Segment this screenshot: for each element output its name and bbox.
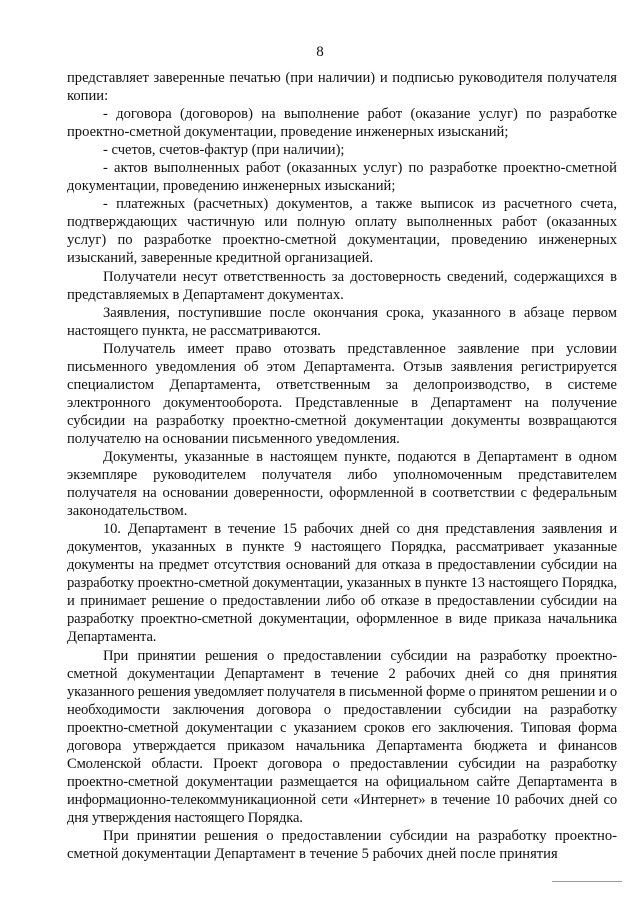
list-item-contracts: - договора (договоров) на выполнение работ (оказание услуг) по разработке проектно-сметной документации, проведение инженерных изысканий; [67, 106, 617, 141]
page-number: 8 [316, 44, 324, 60]
paragraph-copies-intro: представляет заверенные печатью (при наличии) и подписью руководителя получателя копии: [67, 70, 617, 105]
paragraph-responsibility: Получатели несут ответственность за достоверность сведений, содержащихся в представляемых в Департамент документах. [67, 268, 617, 303]
paragraph-submission: Документы, указанные в настоящем пункте, подаются в Департамент в одном экземпляре руководителем получателя либо уполномоченным представителем получателя на основании доверенности, оформленной в соответствии с федеральным законодательством. [67, 448, 617, 520]
paragraph-decision-notice: При принятии решения о предоставлении субсидии на разработку проектно-сметной документации Департамент в течение 2 рабочих дней со дня принятия указанного решения уведомляет получателя в письменной форме о принятом решении и о необходимости заключения договора о предоставлении субсидии на разработку проектно-сметной документации с указанием сроков его заключения. Типовая форма договора утверждается приказом начальника Департамента бюджета и финансов Смоленской области. Проект договора о предоставлении субсидии на разработку проектно-сметной документации размещается на официальном сайте Департамента в информационно-телекоммуникационной сети «Интернет» в течение 10 рабочих дней со дня утверждения настоящего Порядка. [67, 647, 617, 826]
scan-artifact-line [552, 881, 622, 882]
paragraph-withdrawal: Получатель имеет право отозвать представленное заявление при условии письменного уведомления об этом Департамента. Отзыв заявления регистрируется специалистом Департамента, ответственным за делопроизводство, в системе электронного документооборота. Представленные в Департамент на получение субсидии на разработку проектно-сметной документации документы возвращаются получателю на основании письменного уведомления. [67, 340, 617, 447]
paragraph-decision-continued: При принятии решения о предоставлении субсидии на разработку проектно-сметной документации Департамент в течение 5 рабочих дней после принятия [67, 827, 617, 863]
list-item-invoices: - счетов, счетов-фактур (при наличии); [103, 142, 345, 159]
paragraph-late-applications: Заявления, поступившие после окончания срока, указанного в абзаце первом настоящего пункта, не рассматриваются. [67, 304, 617, 339]
list-item-acts: - актов выполненных работ (оказанных услуг) по разработке проектно-сметной документации, проведению инженерных изысканий; [67, 160, 617, 195]
document-body [67, 69, 617, 863]
paragraph-clause-10: 10. Департамент в течение 15 рабочих дней со дня представления заявления и документов, указанных в пункте 9 настоящего Порядка, рассматривает указанные документы на предмет отсутствия оснований для отказа в предоставлении субсидии на разработку проектно-сметной документации, указанных в пункте 13 настоящего Порядка, и принимает решение о предоставлении либо об отказе в предоставлении субсидии на разработку проектно-сметной документации, оформленное в виде приказа начальника Департамента. [67, 521, 617, 646]
list-item-payment-documents: - платежных (расчетных) документов, а также выписок из расчетного счета, подтверждающих частичную или полную оплату выполненных работ (оказанных услуг) по разработке проектно-сметной документации, проведению инженерных изысканий, заверенные кредитной организацией. [67, 196, 617, 267]
